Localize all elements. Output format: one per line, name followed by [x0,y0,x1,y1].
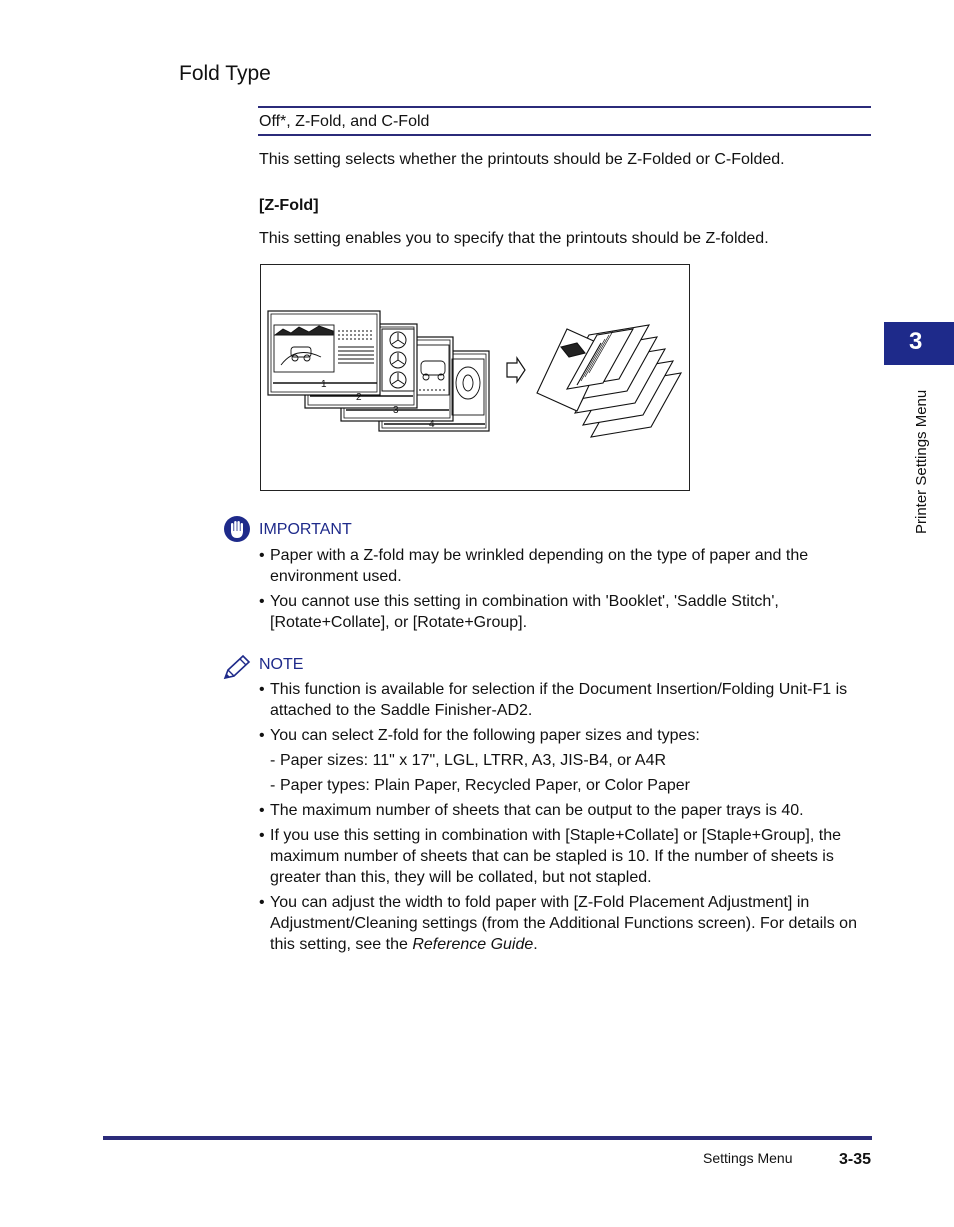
list-subitem: - Paper types: Plain Paper, Recycled Paper, or Color Paper [259,775,871,796]
zfold-description: This setting enables you to specify that the printouts should be Z-folded. [259,230,769,247]
page-number-1: 1 [321,379,327,390]
note-text: You can adjust the width to fold paper with [Z-Fold Placement Adjustment] in Adjustment/Cleaning settings (from the Additional Functions screen). For details on this setting, see the [270,894,857,953]
right-arrow-icon [507,358,525,382]
note-list [259,679,871,959]
footer-section: Settings Menu [703,1150,793,1166]
important-list [259,545,859,637]
section-title: Fold Type [179,62,271,85]
chapter-title: Printer Settings Menu [913,389,930,534]
zfold-illustration [260,264,690,491]
reference-guide-title: Reference Guide [412,936,534,953]
list-item: • If you use this setting in combination with [Staple+Collate] or [Staple+Group], the maximum number of sheets that can be stapled is 10. If the number of sheets is greater than this, they will be collated, but not stapled. [259,825,871,888]
page-number: 3-35 [839,1151,872,1168]
list-item [259,892,871,955]
intro-text: This setting selects whether the printouts should be Z-Folded or C-Folded. [259,151,785,168]
folded-stack [537,325,681,437]
page-number-4: 4 [429,419,435,430]
options-box [258,106,871,136]
list-item: • This function is available for selection if the Document Insertion/Folding Unit-F1 is attached to the Saddle Finisher-AD2. [259,679,871,721]
note-punctuation: . [533,936,538,953]
list-subitem: - Paper sizes: 11" x 17", LGL, LTRR, A3, JIS-B4, or A4R [259,750,871,771]
chapter-tab [884,322,954,365]
pencil-icon [222,653,250,681]
hand-stop-icon [223,515,251,543]
list-item: • You can select Z-fold for the following paper sizes and types: [259,725,871,746]
options-text: Off*, Z-Fold, and C-Fold [259,113,430,130]
page-number-2: 2 [356,392,362,403]
list-item: • You cannot use this setting in combination with 'Booklet', 'Saddle Stitch', [Rotate+Collate], or [Rotate+Group]. [259,591,859,633]
zfold-heading: [Z-Fold] [259,197,319,214]
page-number-3: 3 [393,405,399,416]
list-item: • The maximum number of sheets that can be output to the paper trays is 40. [259,800,871,821]
chapter-number: 3 [909,328,923,355]
footer-rule [103,1136,872,1140]
zfold-diagram [261,265,691,492]
note-label: NOTE [259,656,304,673]
list-item: • Paper with a Z-fold may be wrinkled depending on the type of paper and the environment used. [259,545,859,587]
important-label: IMPORTANT [259,521,352,538]
chapter-side-label [913,372,933,537]
